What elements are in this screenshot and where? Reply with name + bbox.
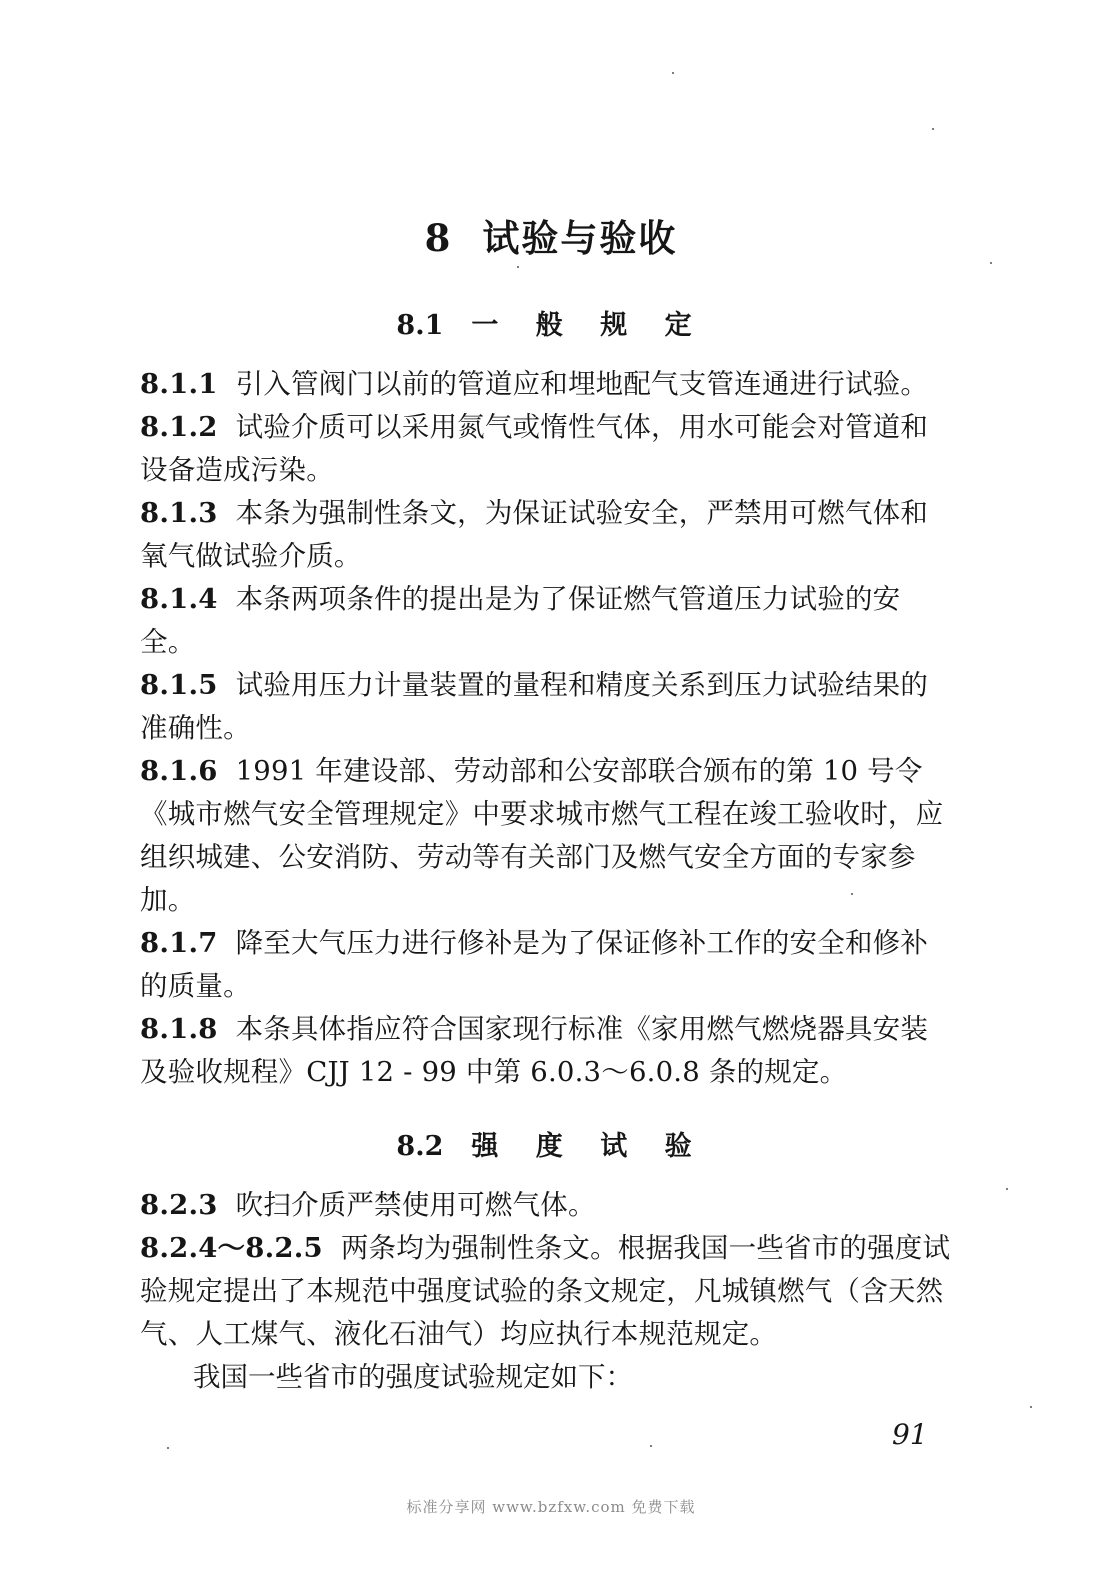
clause-number: 8.1.8	[140, 1013, 218, 1045]
clause-text: 本条两项条件的提出是为了保证燃气管道压力试验的安全。	[140, 583, 901, 658]
clause-8-1-4	[140, 578, 955, 664]
scan-speck	[1030, 1406, 1032, 1408]
clause-number: 8.1.1	[140, 368, 218, 400]
clause-8-1-1	[140, 363, 955, 406]
clause-number: 8.1.2	[140, 411, 218, 443]
clause-text: 本条具体指应符合国家现行标准《家用燃气燃烧器具安装及验收规程》CJJ 12 - 99 中第 6.0.3～6.0.8 条的规定。	[140, 1013, 929, 1088]
clause-8-1-8	[140, 1008, 955, 1094]
clause-text: 引入管阀门以前的管道应和埋地配气支管连通进行试验。	[235, 368, 929, 400]
clause-8-1-5	[140, 664, 955, 750]
clause-text: 试验介质可以采用氮气或惰性气体，用水可能会对管道和设备造成污染。	[140, 411, 929, 486]
section-heading-8-2	[0, 1124, 1102, 1163]
clause-text: 两条均为强制性条文。根据我国一些省市的强度试验规定提出了本规范中强度试验的条文规定，凡城镇燃气（含天然气、人工煤气、液化石油气）均应执行本规范规定。	[140, 1232, 951, 1350]
scan-speck	[517, 266, 519, 268]
chapter-title-text: 试验与验收	[482, 216, 678, 260]
clause-text: 降至大气压力进行修补是为了保证修补工作的安全和修补的质量。	[140, 927, 929, 1002]
clause-8-1-6	[140, 750, 955, 922]
scan-speck	[167, 1447, 169, 1449]
section-heading-8-1	[0, 303, 1102, 342]
clause-text: 吹扫介质严禁使用可燃气体。	[235, 1189, 596, 1221]
scan-speck	[650, 1445, 652, 1447]
clause-8-1-2	[140, 406, 955, 492]
clause-text: 试验用压力计量装置的量程和精度关系到压力试验结果的准确性。	[140, 669, 929, 744]
clause-8-2-3	[140, 1184, 955, 1227]
clause-number: 8.1.4	[140, 583, 218, 615]
clause-text: 1991 年建设部、劳动部和公安部联合颁布的第 10 号令《城市燃气安全管理规定》中要求城市燃气工程在竣工验收时，应组织城建、公安消防、劳动等有关部门及燃气安全方面的专家参加。	[140, 755, 944, 916]
chapter-title	[0, 208, 1102, 262]
scan-speck	[851, 893, 853, 895]
section-number: 8.2	[396, 1131, 444, 1162]
section-title-text: 一 般 规 定	[471, 310, 706, 341]
section-number: 8.1	[396, 310, 444, 341]
closing-paragraph: 我国一些省市的强度试验规定如下：	[193, 1361, 633, 1393]
clause-text: 本条为强制性条文，为保证试验安全，严禁用可燃气体和氧气做试验介质。	[140, 497, 929, 572]
clause-number: 8.2.3	[140, 1189, 218, 1221]
clause-number: 8.1.3	[140, 497, 218, 529]
clause-8-1-7	[140, 922, 955, 1008]
scan-speck	[932, 128, 934, 130]
clause-8-1-3	[140, 492, 955, 578]
clause-number: 8.1.6	[140, 755, 218, 787]
scan-speck	[1006, 1188, 1008, 1190]
clause-number: 8.1.7	[140, 927, 218, 959]
clause-8-2-4-8-2-5	[140, 1227, 955, 1356]
watermark: 标准分享网 www.bzfxw.com 免费下载	[406, 1498, 696, 1516]
clause-number: 8.2.4～8.2.5	[140, 1232, 323, 1264]
scan-speck	[990, 262, 992, 264]
clause-number: 8.1.5	[140, 669, 218, 701]
chapter-number: 8	[424, 216, 453, 260]
page-number: 91	[892, 1418, 928, 1451]
scan-speck	[672, 72, 674, 74]
section-title-text: 强 度 试 验	[471, 1131, 706, 1162]
